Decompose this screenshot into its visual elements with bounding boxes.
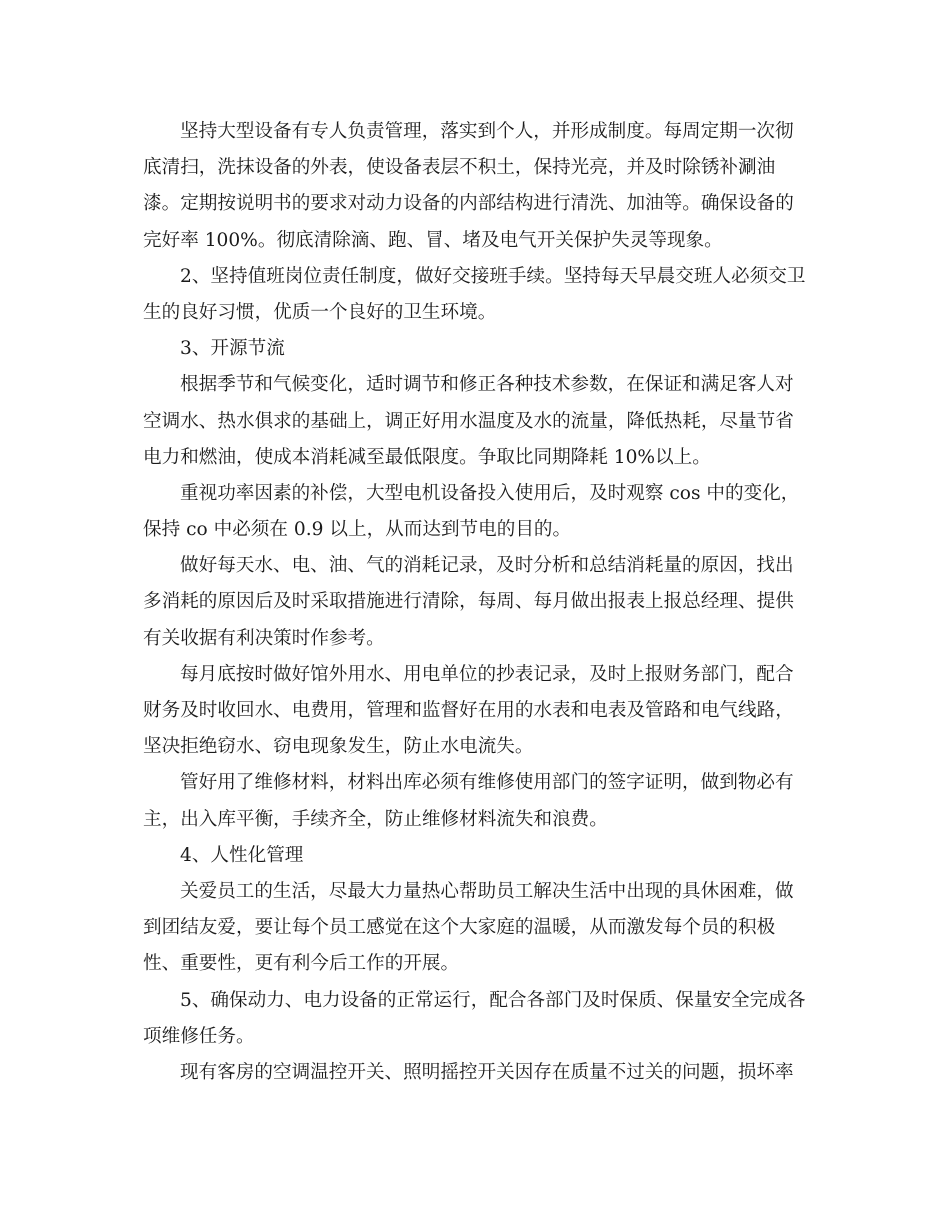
paragraph-first-line: 关爱员工的生活，尽最大力量热心帮助员工解决生活中出现的具休困难，做 [180,880,794,902]
paragraph-first-line: 每月底按时做好馆外用水、用电单位的抄表记录，及时上报财务部门，配合 [180,663,794,685]
paragraph-first-line: 做好每天水、电、油、气的消耗记录，及时分析和总结消耗量的原因，找出 [180,555,794,577]
paragraph-line: 保持 co 中必须在 0.9 以上，从而达到节电的目的。 [143,519,572,541]
paragraph-line: 有关收据有利决策时作参考。 [143,627,385,649]
paragraph-line: 漆。定期按说明书的要求对动力设备的内部结构进行清洗、加油等。确保设备的 [143,193,794,215]
paragraph-line: 生的良好习惯，优质一个良好的卫生环境。 [143,301,497,323]
paragraph-first-line: 坚持大型设备有专人负责管理，落实到个人，并形成制度。每周定期一次彻 [180,121,794,142]
paragraph-line: 到团结友爱，要让每个员工感觉在这个大家庭的温暖，从而激发每个员的积极 [143,917,776,939]
paragraph-first-line: 5、确保动力、电力设备的正常运行，配合各部门及时保质、保量安全完成各 [180,989,806,1011]
paragraph-line: 完好率 100%。彻底清除滴、跑、冒、堵及电气开关保护失灵等现象。 [143,229,723,251]
paragraph-first-line: 根据季节和气候变化，适时调节和修正各种技术参数，在保证和满足客人对 [180,374,794,396]
paragraph-first-line: 4、人性化管理 [180,844,304,866]
paragraph-line: 空调水、热水俱求的基础上，调正好用水温度及水的流量，降低热耗，尽量节省 [143,410,794,432]
paragraph-first-line: 现有客房的空调温控开关、照明摇控开关因存在质量不过关的问题，损坏率 [180,1061,794,1083]
paragraph-first-line: 管好用了维修材料，材料出库必须有维修使用部门的签字证明，做到物必有 [180,772,794,794]
paragraph-line: 电力和燃油，使成本消耗减至最低限度。争取比同期降耗 10%以上。 [143,446,711,468]
paragraph-line: 财务及时收回水、电费用，管理和监督好在用的水表和电表及管路和电气线路， [143,700,794,721]
paragraph-line: 底清扫，洗抹设备的外表，使设备表层不积土，保持光亮，并及时除锈补涮油 [143,157,776,179]
paragraph-first-line: 2、坚持值班岗位责任制度，做好交接班手续。坚持每天早晨交班人必须交卫 [180,265,806,287]
paragraph-first-line: 3、开源节流 [180,338,285,360]
document-body [143,114,811,1091]
paragraph-first-line: 重视功率因素的补偿，大型电机设备投入使用后，及时观察 cos 中的变化， [180,482,800,504]
paragraph-line: 主，出入库平衡，手续齐全，防止维修材料流失和浪费。 [143,808,608,830]
paragraph-line: 坚决拒绝窃水、窃电现象发生，防止水电流失。 [143,736,534,758]
paragraph-line: 性、重要性，更有利今后工作的开展。 [143,953,460,975]
paragraph-line: 多消耗的原因后及时采取措施进行清除，每周、每月做出报表上报总经理、提供 [143,591,794,613]
paragraph-line: 项维修任务。 [143,1025,255,1047]
